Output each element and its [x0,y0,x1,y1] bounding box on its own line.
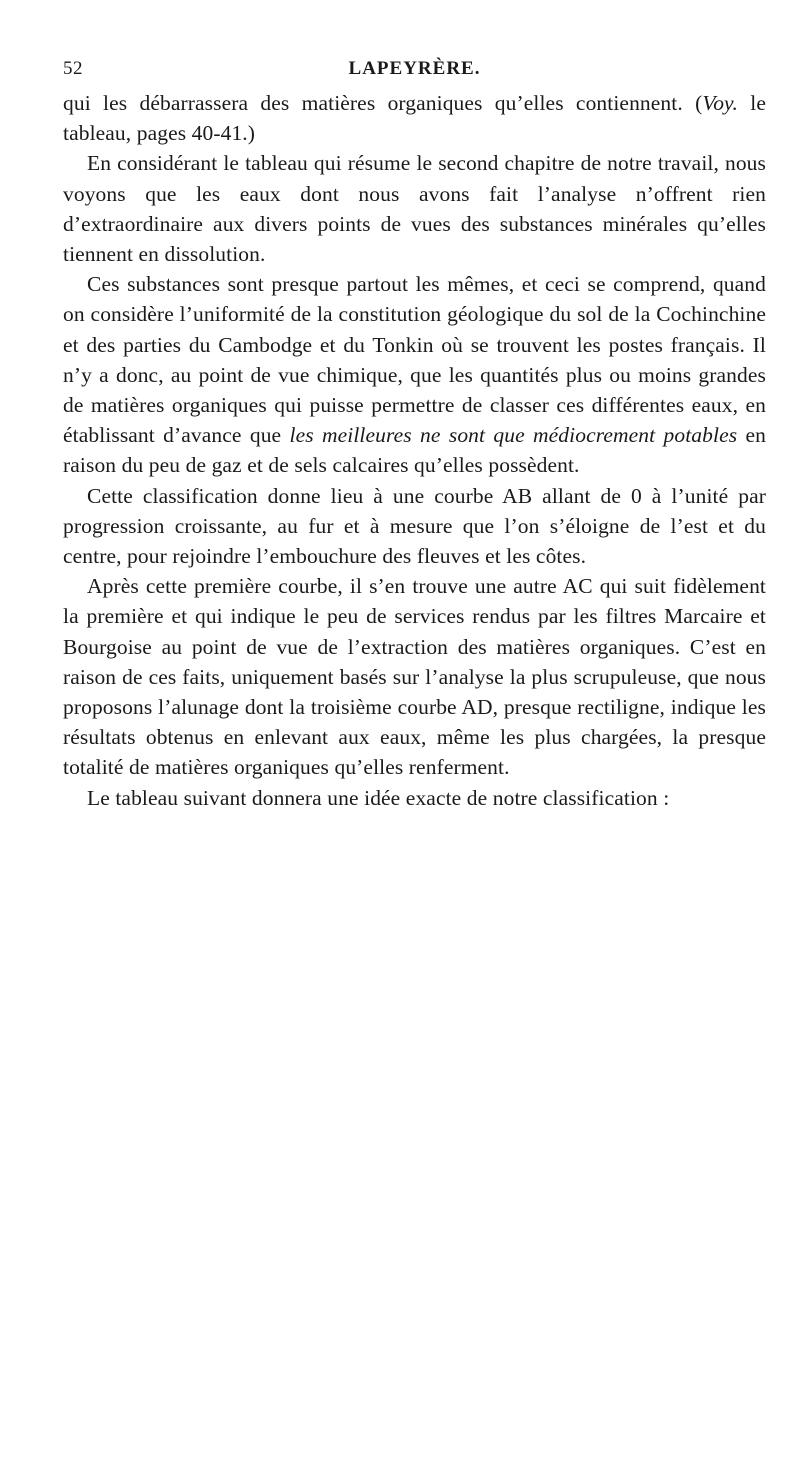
paragraph-3 [63,269,766,480]
body-text [63,88,766,813]
paragraph-4 [63,481,766,572]
text-segment: Après cette première courbe, il s’en trouve une autre AC qui suit fidèlement la première et qui indique le peu de services rendus par les filtres Marcaire et Bourgoise au point de vue de l’extraction des matières organiques. C’est en raison de ces faits, uniquement basés sur l’analyse la plus scrupuleuse, que nous proposons l’alunage dont la troisième courbe AD, presque rectiligne, indique les résultats obtenus en enlevant aux eaux, même les plus chargées, la presque totalité de matières organiques qu’elles renferment. [63,574,766,780]
text-segment: en raison du peu de gaz et de sels calcaires qu’elles possèdent. [63,423,767,478]
paragraph-2 [63,148,766,269]
page-number: 52 [63,58,83,79]
text-segment-italic: les meilleures ne sont que médiocrement potables [289,423,738,448]
book-page [63,58,766,813]
text-segment: Cette classification donne lieu à une courbe AB allant de 0 à l’unité par progression croissante, au fur et à mesure que l’on s’éloigne de l’est et du centre, pour rejoindre l’embouchure des fleuves et les côtes. [63,483,766,569]
text-segment: En considérant le tableau qui résume le second chapitre de notre travail, nous voyons que les eaux dont nous avons fait l’analyse n’offrent rien d’extraordinaire aux divers points de vues des substances minérales qu’elles tiennent en dissolution. [63,151,766,267]
text-segment: Ces substances sont presque partout les mêmes, et ceci se comprend, quand on considère l’uniformité de la constitution géologique du sol de la Cochinchine et des parties du Cambodge et du Tonkin où se trouvent les postes français. Il n’y a donc, au point de vue chimique, que les quantités plus ou moins grandes de matières organiques qui puisse permettre de classer ces différentes eaux, en établissant d’avance que [63,272,766,448]
text-segment-italic: Voy. [702,91,738,115]
text-segment: le tableau, pages 40-41.) [63,91,766,146]
paragraph-5 [63,571,766,782]
paragraph-1 [63,88,766,148]
running-title: LAPEYRÈRE. [348,58,481,79]
paragraph-6 [63,783,766,813]
text-segment: qui les débarrassera des matières organiques qu’elles contiennent. ( [63,91,703,115]
text-segment: Le tableau suivant donnera une idée exacte de notre classification : [87,785,670,810]
page-header [63,58,766,88]
